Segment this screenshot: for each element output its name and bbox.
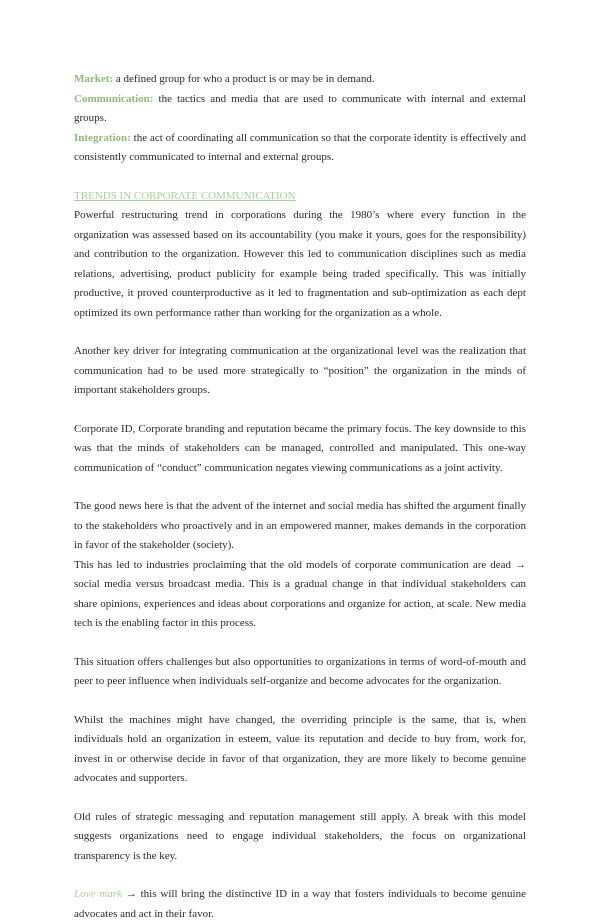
paragraph-machines: Whilst the machines might have changed, the overriding principle is the same, that is, when individuals hold an organization in esteem, value its reputation and decide to buy from, work for, invest in or otherwise decide in favor of that organization, they are more likely to become genuine advocates and supporters. xyxy=(74,713,526,784)
paragraph-industries: This has led to industries proclaiming that the old models of corporate communication are dead → social media versus broadcast media. This is a gradual change in that individual stakeholders can share opinions, experiences and ideas about corporations and organize for action, at scale. New media tech is the enabling factor in this process. xyxy=(74,558,526,629)
definition-text: the tactics and media that are used to communicate with internal and external groups. xyxy=(74,92,526,124)
spacer xyxy=(74,789,526,808)
love-mark-term: Love mark xyxy=(74,888,122,900)
spacer xyxy=(74,478,526,497)
paragraph-corporate-id: Corporate ID, Corporate branding and reputation became the primary focus. The key downside to this was that the minds of stakeholders can be managed, controlled and manipulated. This one-way communication of “conduct” communication negates viewing communications as a joint activity. xyxy=(74,422,526,474)
definition-term: Integration: xyxy=(74,131,131,144)
section-heading: TRENDS IN CORPORATE COMMUNICATION xyxy=(74,189,296,202)
paragraph-situation: This situation offers challenges but also opportunities to organizations in terms of word-of-mouth and peer to peer influence when individuals self-organize and become advocates for the organization. xyxy=(74,655,526,687)
spacer xyxy=(74,401,526,420)
love-mark-text: → this will bring the distinctive ID in a way that fosters individuals to become genuine advocates and act in their favor. xyxy=(74,888,526,920)
definition-term: Market: xyxy=(74,73,114,85)
paragraph-love-mark xyxy=(74,885,526,924)
paragraph-key-driver: Another key driver for integrating communication at the organizational level was the realization that communication had to be used more strategically to “position” the organization in the minds of important stakeholders groups. xyxy=(74,345,526,396)
paragraph-restructuring: Powerful restructuring trend in corporations during the 1980’s where every function in the organization was assessed based on its accountability (you make it yours, goes for the responsibility) and contribution to the organization. However this led to communication disciplines such as media relations, advertising, product publicity for example being traded specifically. This was initially productive, it proved counterproductive as it led to fragmentation and sub-optimization as each dept optimized its own performance rather than working for the organization as a whole. xyxy=(74,209,526,319)
spacer xyxy=(74,634,526,653)
paragraph-old-rules: Old rules of strategic messaging and reputation management still apply. A break with this model suggests organizations need to engage individual stakeholders, the focus on organizational transparency is the key. xyxy=(74,810,526,862)
spacer xyxy=(74,168,526,187)
page-content xyxy=(74,70,526,924)
spacer xyxy=(74,323,526,342)
definition-term: Communication: xyxy=(74,92,154,105)
definition-communication xyxy=(74,90,526,129)
definition-market xyxy=(74,70,526,90)
definition-text: a defined group for who a product is or may be in demand. xyxy=(113,73,375,85)
definition-text: the act of coordinating all communication so that the corporate identity is effectively and consistently communicated to internal and external groups. xyxy=(74,131,526,163)
spacer xyxy=(74,692,526,711)
definition-integration xyxy=(74,129,526,168)
spacer xyxy=(74,866,526,885)
paragraph-good-news: The good news here is that the advent of the internet and social media has shifted the argument finally to the stakeholders who proactively and in an empowered manner, makes demands in the corporation in favor of the stakeholder (society). xyxy=(74,500,526,551)
